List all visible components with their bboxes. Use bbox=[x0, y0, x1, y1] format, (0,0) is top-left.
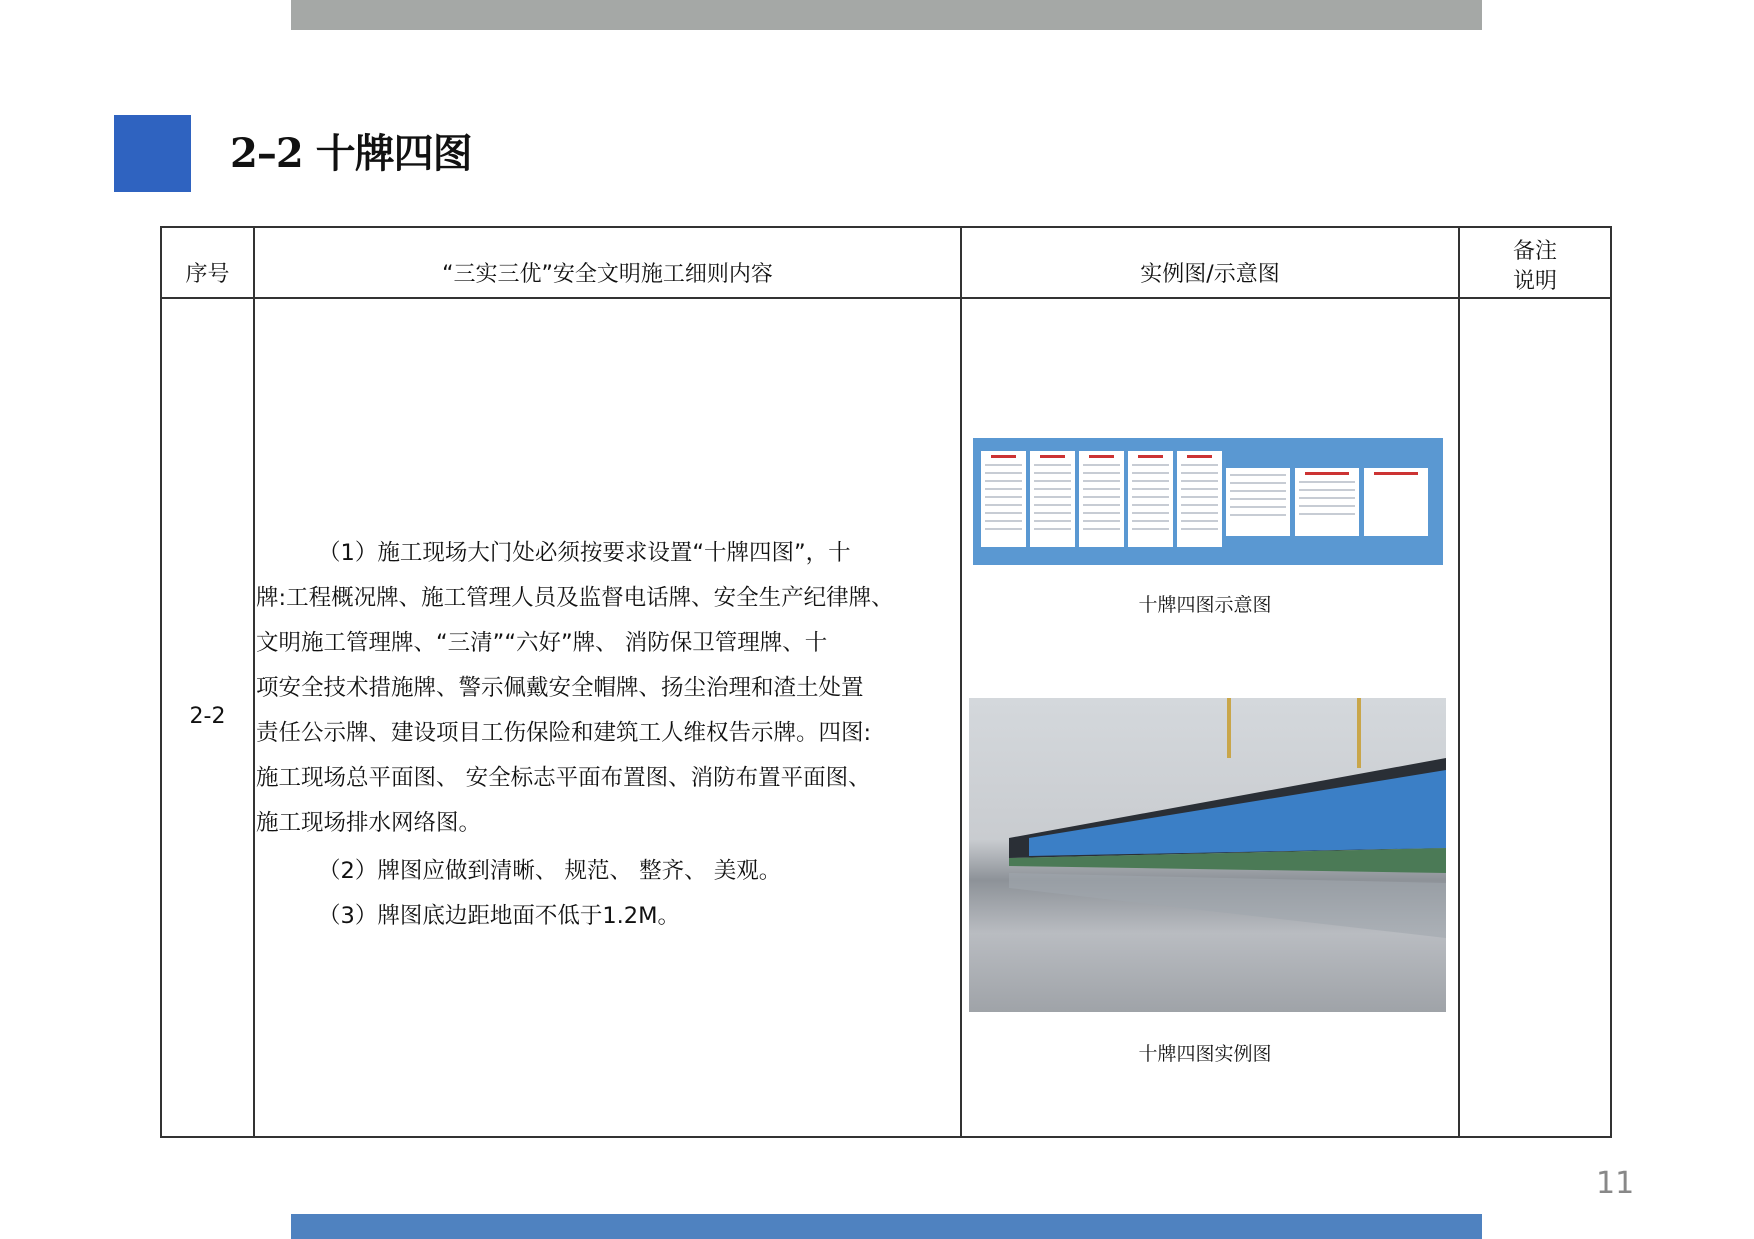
page-title: 2–2 十牌四图 bbox=[230, 130, 472, 177]
top-bar bbox=[291, 0, 1482, 30]
header-number: 序号 bbox=[185, 262, 230, 287]
bottom-bar bbox=[291, 1214, 1482, 1239]
header-note: 说明 bbox=[1512, 269, 1557, 294]
content-line: 文明施工管理牌、“三清”“六好”牌、 消防保卫管理牌、十 bbox=[256, 630, 828, 656]
header-remark: 备注 bbox=[1512, 239, 1557, 264]
page-number: 11 bbox=[1596, 1166, 1635, 1201]
header-images: 实例图/示意图 bbox=[1140, 262, 1280, 287]
content-line: 施工现场总平面图、 安全标志平面布置图、消防布置平面图、 bbox=[256, 765, 871, 791]
diagram-caption: 十牌四图示意图 bbox=[1138, 594, 1272, 616]
section-marker bbox=[114, 115, 191, 192]
content-line: （3）牌图底边距地面不低于1.2M。 bbox=[318, 903, 681, 929]
content-line: （1）施工现场大门处必须按要求设置“十牌四图”，十 bbox=[318, 540, 851, 566]
header-content: “三实三优”安全文明施工细则内容 bbox=[442, 262, 773, 287]
content-line: 牌:工程概况牌、施工管理人员及监督电话牌、安全生产纪律牌、 bbox=[256, 585, 894, 611]
boards-diagram-image bbox=[973, 438, 1443, 565]
content-line: 责任公示牌、建设项目工伤保险和建筑工人维权告示牌。四图: bbox=[256, 720, 872, 746]
content-line: 施工现场排水网络图。 bbox=[256, 810, 482, 836]
content-line: （2）牌图应做到清晰、 规范、 整齐、 美观。 bbox=[318, 858, 782, 884]
content-line: 项安全技术措施牌、警示佩戴安全帽牌、扬尘治理和渣土处置 bbox=[256, 675, 864, 701]
photo-caption: 十牌四图实例图 bbox=[1138, 1043, 1272, 1065]
row-number: 2-2 bbox=[189, 704, 226, 729]
boards-photo-image bbox=[969, 698, 1446, 1012]
